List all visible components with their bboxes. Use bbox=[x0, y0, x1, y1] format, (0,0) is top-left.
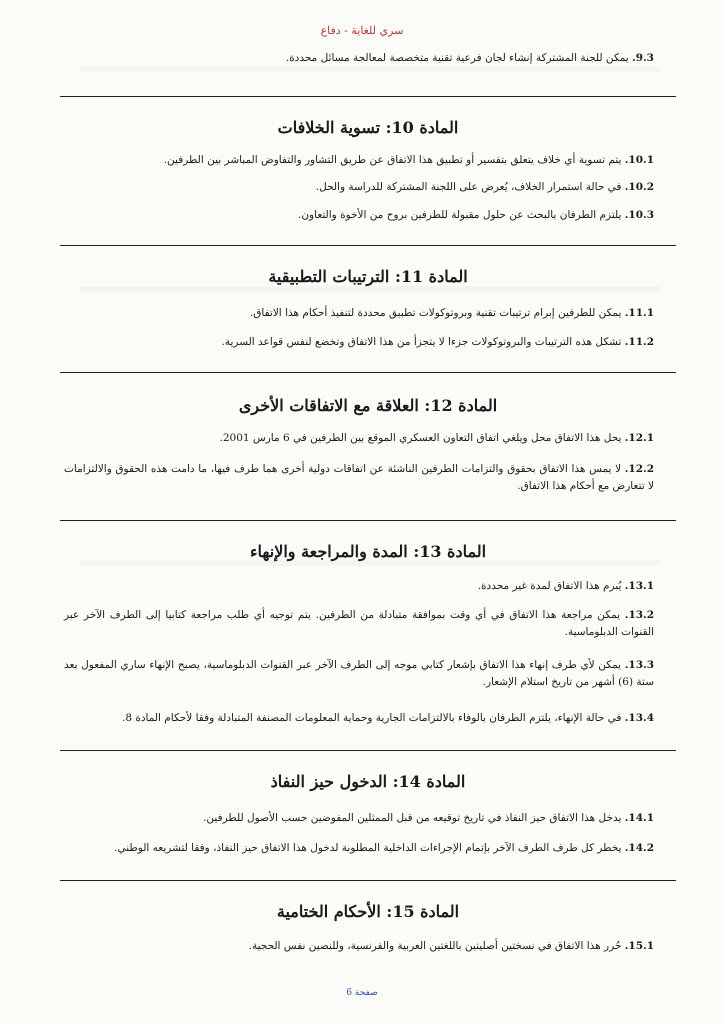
clause-number: 12.1. bbox=[624, 432, 654, 444]
classification-header: سري للغاية - دفاع bbox=[320, 24, 404, 37]
clause-text: في حالة استمرار الخلاف، يُعرض على اللجنة المشتركة للدراسة والحل. bbox=[315, 181, 622, 193]
clause-number: 13.2. bbox=[624, 609, 655, 621]
clause-text: يخطر كل طرف الطرف الآخر بإتمام الإجراءات الداخلية المطلوبة لدخول هذا الاتفاق حيز النفاذ، وفقا لتشريعه الوطني. bbox=[114, 842, 622, 854]
clause-text: حُرر هذا الاتفاق في نسختين أصليتين باللغتين العربية والفرنسية، وللنصين نفس الحجية. bbox=[248, 940, 622, 952]
clause-13-1 bbox=[64, 578, 654, 595]
section-divider bbox=[60, 96, 676, 97]
clause-number: 11.1. bbox=[624, 307, 654, 319]
clause-text: يحل هذا الاتفاق محل ويلغي اتفاق التعاون العسكري الموقع بين الطرفين في 6 مارس 2001. bbox=[219, 432, 622, 444]
clause-number: 14.2. bbox=[624, 842, 654, 854]
section-divider bbox=[60, 245, 676, 246]
clause-10-1 bbox=[64, 152, 654, 169]
clause-text: يدخل هذا الاتفاق حيز النفاذ في تاريخ توقيعه من قبل الممثلين المفوضين حسب الأصول للطرفين. bbox=[203, 812, 622, 824]
clause-13-2 bbox=[64, 607, 654, 641]
clause-9-3 bbox=[64, 50, 654, 67]
article-10-title: المادة 10: تسوية الخلافات bbox=[277, 118, 459, 137]
clause-11-1 bbox=[64, 305, 654, 322]
clause-number: 12.2. bbox=[624, 463, 654, 475]
section-divider bbox=[60, 880, 676, 881]
page-number: صفحة 6 bbox=[346, 988, 378, 998]
clause-10-2 bbox=[64, 179, 654, 196]
clause-number: 10.2. bbox=[624, 181, 654, 193]
article-15-title: المادة 15: الأحكام الختامية bbox=[276, 902, 460, 921]
clause-number: 10.1. bbox=[624, 154, 654, 166]
clause-text: لا يمس هذا الاتفاق بحقوق والتزامات الطرفين الناشئة عن اتفاقات دولية أخرى هما طرف فيها، ما دامت هذه الحقوق والالتزامات لا تتعارض مع أحكام هذا الاتفاق. bbox=[64, 463, 654, 492]
clause-number: 11.2. bbox=[624, 336, 654, 348]
clause-text: يمكن مراجعة هذا الاتفاق في أي وقت بموافقة متبادلة من الطرفين. يتم توجيه أي طلب مراجعة كتابيا إلى الطرف الآخر عبر القنوات الدبلوماسية. bbox=[64, 609, 654, 638]
bleed-through bbox=[80, 286, 660, 292]
article-13-title: المادة 13: المدة والمراجعة والإنهاء bbox=[249, 542, 487, 561]
clause-number: 15.1. bbox=[624, 940, 654, 952]
article-11-title: المادة 11: الترتيبات التطبيقية bbox=[268, 267, 468, 286]
section-divider bbox=[60, 520, 676, 521]
clause-text: تشكل هذه الترتيبات والبروتوكولات جزءا لا يتجزأ من هذا الاتفاق وتخضع لنفس قواعد السرية. bbox=[221, 336, 622, 348]
clause-text: يُبرم هذا الاتفاق لمدة غير محددة. bbox=[477, 580, 622, 592]
article-14-title: المادة 14: الدخول حيز النفاذ bbox=[270, 772, 466, 791]
clause-text: يلتزم الطرفان بالبحث عن حلول مقبولة للطرفين بروح من الأخوة والتعاون. bbox=[298, 209, 622, 221]
article-12-title: المادة 12: العلاقة مع الاتفاقات الأخرى bbox=[238, 396, 498, 415]
clause-10-3 bbox=[64, 207, 654, 224]
clause-13-4 bbox=[64, 710, 654, 727]
section-divider bbox=[60, 372, 676, 373]
clause-number: 10.3. bbox=[624, 209, 654, 221]
clause-number: 14.1. bbox=[624, 812, 654, 824]
clause-number: 13.1. bbox=[624, 580, 654, 592]
clause-text: في حالة الإنهاء، يلتزم الطرفان بالوفاء بالالتزامات الجارية وحماية المعلومات المصنفة المتبادلة وفقا لأحكام المادة 8. bbox=[122, 712, 622, 724]
clause-text: يتم تسوية أي خلاف يتعلق بتفسير أو تطبيق هذا الاتفاق عن طريق التشاور والتفاوض المباشر بين الطرفين. bbox=[163, 154, 622, 166]
clause-12-1 bbox=[64, 430, 654, 447]
clause-11-2 bbox=[64, 334, 654, 351]
clause-number: 13.3. bbox=[624, 659, 654, 671]
clause-14-1 bbox=[64, 810, 654, 827]
clause-14-2 bbox=[64, 840, 654, 857]
section-divider bbox=[60, 750, 676, 751]
clause-15-1 bbox=[64, 938, 654, 955]
clause-13-3 bbox=[64, 657, 654, 691]
clause-text: يمكن للجنة المشتركة إنشاء لجان فرعية تقنية متخصصة لمعالجة مسائل محددة. bbox=[285, 52, 629, 64]
clause-text: يمكن للطرفين إبرام ترتيبات تقنية وبروتوكولات تطبيق محددة لتنفيذ أحكام هذا الاتفاق. bbox=[249, 307, 622, 319]
clause-number: 9.3. bbox=[632, 52, 654, 64]
clause-12-2 bbox=[64, 461, 654, 495]
clause-text: يمكن لأي طرف إنهاء هذا الاتفاق بإشعار كتابي موجه إلى الطرف الآخر عبر القنوات الدبلوماسية، يصبح الإنهاء ساري المفعول بعد ستة (6) أشهر من تاريخ استلام الإشعار. bbox=[64, 659, 654, 688]
clause-number: 13.4. bbox=[624, 712, 654, 724]
